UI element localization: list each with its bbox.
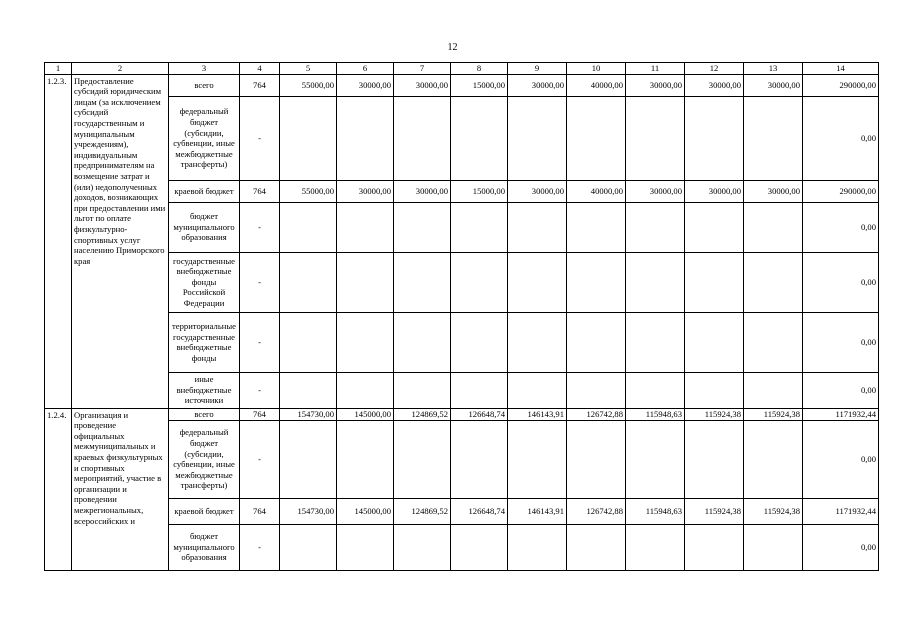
year-value: [744, 312, 803, 372]
year-value: [508, 96, 567, 180]
year-value: 146143,91: [508, 408, 567, 420]
table-row: [45, 498, 879, 524]
total-value: 0,00: [803, 420, 879, 498]
kgrbs-code: -: [240, 312, 280, 372]
year-value: 30000,00: [508, 74, 567, 96]
total-value: 0,00: [803, 252, 879, 312]
year-value: 30000,00: [394, 180, 451, 202]
year-value: 55000,00: [280, 180, 337, 202]
total-value: 0,00: [803, 202, 879, 252]
year-value: 30000,00: [685, 74, 744, 96]
year-value: 115924,38: [685, 498, 744, 524]
year-value: 30000,00: [508, 180, 567, 202]
total-value: 0,00: [803, 96, 879, 180]
table-row: [45, 180, 879, 202]
year-value: [394, 202, 451, 252]
year-value: [626, 312, 685, 372]
year-value: 30000,00: [744, 180, 803, 202]
year-value: 126742,88: [567, 498, 626, 524]
kgrbs-code: -: [240, 420, 280, 498]
year-value: 154730,00: [280, 498, 337, 524]
year-value: [337, 420, 394, 498]
column-header: 7: [394, 63, 451, 75]
funding-source: краевой бюджет: [169, 498, 240, 524]
year-value: [280, 202, 337, 252]
column-header: 11: [626, 63, 685, 75]
kgrbs-code: 764: [240, 408, 280, 420]
column-header: 12: [685, 63, 744, 75]
kgrbs-code: 764: [240, 180, 280, 202]
year-value: [685, 524, 744, 570]
table-row: [45, 312, 879, 372]
year-value: [280, 420, 337, 498]
year-value: 115924,38: [685, 408, 744, 420]
year-value: [744, 372, 803, 408]
year-value: [626, 524, 685, 570]
year-value: [394, 312, 451, 372]
year-value: [451, 312, 508, 372]
year-value: [280, 524, 337, 570]
column-header: 9: [508, 63, 567, 75]
year-value: [337, 312, 394, 372]
funding-source: иные внебюджетные источники: [169, 372, 240, 408]
funding-source: бюджет муниципального образования: [169, 524, 240, 570]
kgrbs-code: -: [240, 524, 280, 570]
year-value: 55000,00: [280, 74, 337, 96]
funding-source: краевой бюджет: [169, 180, 240, 202]
year-value: [685, 202, 744, 252]
kgrbs-code: -: [240, 372, 280, 408]
year-value: [508, 372, 567, 408]
year-value: [280, 96, 337, 180]
year-value: [685, 96, 744, 180]
year-value: [508, 312, 567, 372]
year-value: [626, 202, 685, 252]
column-header: 8: [451, 63, 508, 75]
total-value: 1171932,44: [803, 408, 879, 420]
year-value: [567, 202, 626, 252]
year-value: 30000,00: [626, 74, 685, 96]
year-value: [744, 524, 803, 570]
funding-source: всего: [169, 74, 240, 96]
year-value: [626, 372, 685, 408]
table-row: [45, 372, 879, 408]
year-value: [567, 372, 626, 408]
column-header: 13: [744, 63, 803, 75]
year-value: [685, 420, 744, 498]
year-value: 30000,00: [394, 74, 451, 96]
total-value: 0,00: [803, 372, 879, 408]
funding-source: государственные внебюджетные фонды Российской Федерации: [169, 252, 240, 312]
column-header: 6: [337, 63, 394, 75]
total-value: 290000,00: [803, 180, 879, 202]
table-row: [45, 96, 879, 180]
funding-source: бюджет муниципального образования: [169, 202, 240, 252]
year-value: [744, 252, 803, 312]
year-value: 15000,00: [451, 74, 508, 96]
year-value: 145000,00: [337, 408, 394, 420]
year-value: [394, 372, 451, 408]
year-value: 126742,88: [567, 408, 626, 420]
total-value: 0,00: [803, 312, 879, 372]
header-row: [45, 63, 879, 75]
year-value: 115948,63: [626, 408, 685, 420]
kgrbs-code: -: [240, 96, 280, 180]
funding-source: федеральный бюджет (субсидии, субвенции, иные межбюджетные трансферты): [169, 420, 240, 498]
year-value: 30000,00: [337, 74, 394, 96]
year-value: 40000,00: [567, 74, 626, 96]
year-value: 30000,00: [626, 180, 685, 202]
item-description: Предоставление субсидий юридическим лицам (за исключением субсидий государственным и муниципальным учреждениям), индивидуальным предпринимателям на возмещение затрат и (или) недополученных доходов, возникающих при предоставлении ими льгот по оплате физкультурно-спортивных услуг населению Приморского края: [72, 74, 169, 408]
column-header: 4: [240, 63, 280, 75]
budget-table: [44, 62, 879, 571]
year-value: 124869,52: [394, 408, 451, 420]
year-value: [567, 312, 626, 372]
year-value: [280, 252, 337, 312]
year-value: [337, 524, 394, 570]
year-value: [337, 96, 394, 180]
year-value: [744, 96, 803, 180]
year-value: 30000,00: [337, 180, 394, 202]
year-value: [337, 252, 394, 312]
year-value: 145000,00: [337, 498, 394, 524]
year-value: [685, 312, 744, 372]
year-value: [394, 96, 451, 180]
year-value: [567, 524, 626, 570]
item-code: 1.2.4.: [45, 408, 72, 570]
page-number: 12: [447, 42, 458, 53]
kgrbs-code: -: [240, 252, 280, 312]
year-value: [567, 96, 626, 180]
year-value: [744, 202, 803, 252]
kgrbs-code: 764: [240, 74, 280, 96]
year-value: [744, 420, 803, 498]
year-value: 154730,00: [280, 408, 337, 420]
year-value: [337, 372, 394, 408]
year-value: [394, 252, 451, 312]
year-value: [626, 252, 685, 312]
table-row: [45, 252, 879, 312]
year-value: [508, 524, 567, 570]
year-value: [337, 202, 394, 252]
year-value: 126648,74: [451, 498, 508, 524]
table-row: [45, 74, 879, 96]
year-value: 115924,38: [744, 498, 803, 524]
funding-source: всего: [169, 408, 240, 420]
year-value: [685, 252, 744, 312]
year-value: 115924,38: [744, 408, 803, 420]
year-value: [685, 372, 744, 408]
column-header: 2: [72, 63, 169, 75]
year-value: [451, 372, 508, 408]
table-row: [45, 408, 879, 420]
year-value: 124869,52: [394, 498, 451, 524]
year-value: 15000,00: [451, 180, 508, 202]
kgrbs-code: 764: [240, 498, 280, 524]
kgrbs-code: -: [240, 202, 280, 252]
year-value: [394, 524, 451, 570]
table-row: [45, 524, 879, 570]
column-header: 3: [169, 63, 240, 75]
funding-source: территориальные государственные внебюджетные фонды: [169, 312, 240, 372]
year-value: 30000,00: [744, 74, 803, 96]
item-code: 1.2.3.: [45, 74, 72, 408]
year-value: 40000,00: [567, 180, 626, 202]
total-value: 290000,00: [803, 74, 879, 96]
funding-source: федеральный бюджет (субсидии, субвенции, иные межбюджетные трансферты): [169, 96, 240, 180]
table-row: [45, 420, 879, 498]
year-value: 115948,63: [626, 498, 685, 524]
year-value: [567, 252, 626, 312]
year-value: [626, 420, 685, 498]
year-value: [280, 312, 337, 372]
year-value: [508, 202, 567, 252]
year-value: [508, 252, 567, 312]
year-value: 126648,74: [451, 408, 508, 420]
table-row: [45, 202, 879, 252]
year-value: [567, 420, 626, 498]
year-value: [508, 420, 567, 498]
total-value: 0,00: [803, 524, 879, 570]
column-header: 10: [567, 63, 626, 75]
item-description: Организация и проведение официальных межмуниципальных и краевых физкультурных и спортивных мероприятий, участие в организации и проведении межрегиональных, всероссийских и: [72, 408, 169, 570]
year-value: [451, 202, 508, 252]
year-value: [626, 96, 685, 180]
year-value: 30000,00: [685, 180, 744, 202]
year-value: 146143,91: [508, 498, 567, 524]
column-header: 5: [280, 63, 337, 75]
year-value: [394, 420, 451, 498]
column-header: 14: [803, 63, 879, 75]
year-value: [451, 252, 508, 312]
year-value: [280, 372, 337, 408]
column-header: 1: [45, 63, 72, 75]
year-value: [451, 524, 508, 570]
total-value: 1171932,44: [803, 498, 879, 524]
year-value: [451, 96, 508, 180]
year-value: [451, 420, 508, 498]
